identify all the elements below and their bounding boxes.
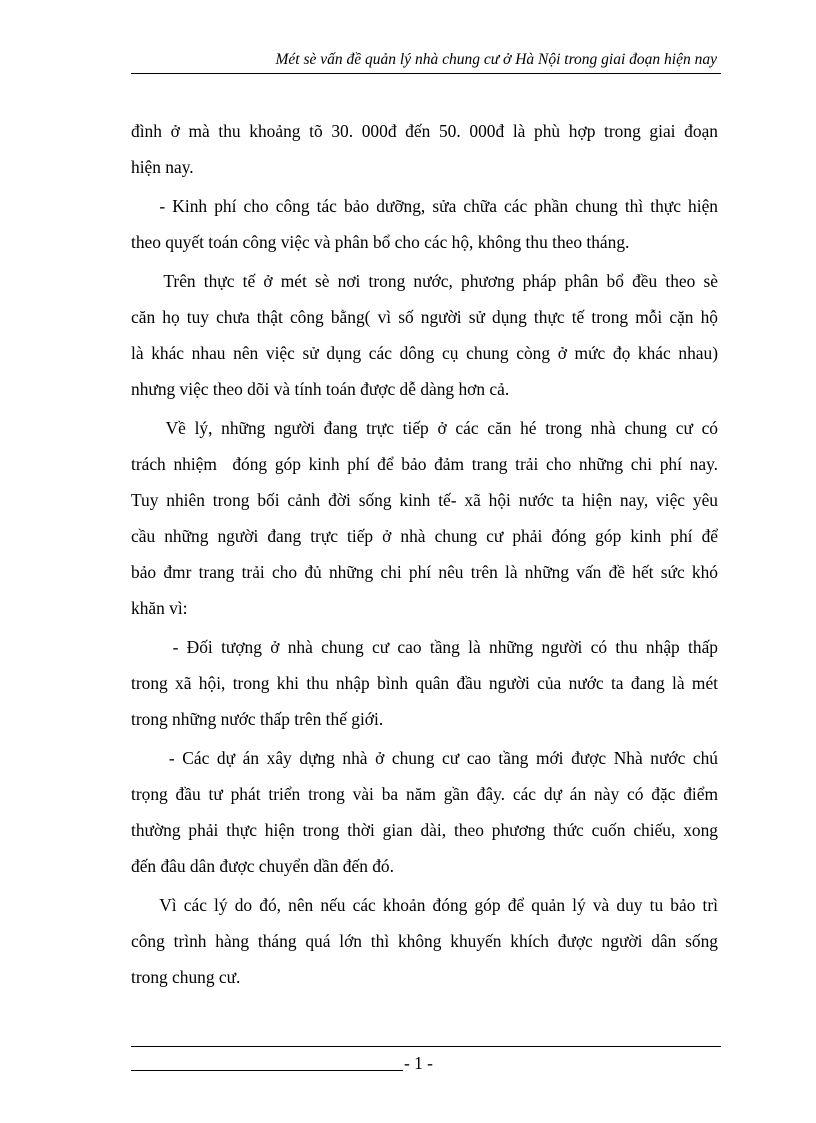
text-line: công trình hàng tháng quá lớn thì không khuyến khích được người dân sống — [131, 931, 718, 951]
text-line: cầu những người đang trực tiếp ở nhà chung cư phải đóng góp kinh phí để — [131, 526, 718, 546]
page-header-title: Mét sè vấn đề quản lý nhà chung cư ở Hà Nội trong giai đoạn hiện nay — [275, 51, 717, 68]
footer-short-line — [131, 1070, 403, 1071]
text-line: trọng đầu tư phát triển trong vài ba năm gần đây. các dự án này có đặc điểm — [131, 784, 718, 804]
text-line: căn họ tuy chưa thật công bằng( vì số người sử dụng thực tế trong mỗi cặn hộ — [131, 307, 718, 327]
text-line: Trên thực tế ở mét sè nơi trong nước, phương pháp phân bổ đều theo sè — [131, 271, 718, 291]
text-line: trong chung cư. — [131, 967, 241, 987]
text-line: theo quyết toán công việc và phân bổ cho các hộ, không thu theo tháng. — [131, 232, 630, 252]
text-line: trong những nước thấp trên thế giới. — [131, 709, 384, 729]
paragraph-1 — [131, 113, 718, 185]
paragraph-3 — [131, 263, 718, 407]
text-line: bảo đmr trang trải cho đủ những chi phí nêu trên là những vấn đề hết sức khó — [131, 562, 718, 582]
text-line: hiện nay. — [131, 157, 194, 177]
header-divider — [131, 73, 721, 74]
text-line: - Các dự án xây dựng nhà ở chung cư cao tầng mới được Nhà nước chú — [131, 748, 718, 768]
text-line: là khác nhau nên việc sử dụng các dông cụ chung còng ở mức đọ khác nhau) — [131, 343, 718, 363]
text-line: - Kinh phí cho công tác bảo dưỡng, sửa chữa các phần chung thì thực hiện — [131, 196, 718, 216]
text-line: trách nhiệm đóng góp kinh phí để bảo đảm trang trải cho những chi phí nay. — [131, 454, 718, 474]
text-line: đến đâu dân được chuyển dần đến đó. — [131, 856, 394, 876]
text-line: thường phải thực hiện trong thời gian dài, theo phương thức cuốn chiếu, xong — [131, 820, 718, 840]
paragraph-5 — [131, 629, 718, 737]
text-line: Vì các lý do đó, nên nếu các khoản đóng góp để quản lý và duy tu bảo trì — [131, 895, 718, 915]
footer-divider — [131, 1046, 721, 1047]
text-line: khăn vì: — [131, 598, 188, 618]
text-line: đình ở mà thu khoảng tõ 30. 000đ đến 50. 000đ là phù hợp trong giai đoạn — [131, 121, 718, 141]
text-line: - Đối tượng ở nhà chung cư cao tầng là những người có thu nhập thấp — [131, 637, 718, 657]
paragraph-7 — [131, 887, 718, 995]
text-line: trong xã hội, trong khi thu nhập bình quân đầu người của nước ta đang là mét — [131, 673, 718, 693]
text-line: nhưng việc theo dõi và tính toán được dễ dàng hơn cả. — [131, 379, 510, 399]
document-body — [131, 113, 718, 998]
page-number: - 1 - — [404, 1053, 433, 1073]
paragraph-6 — [131, 740, 718, 884]
text-line: Về lý, những người đang trực tiếp ở các căn hé trong nhà chung cư có — [131, 418, 718, 438]
paragraph-2 — [131, 188, 718, 260]
paragraph-4 — [131, 410, 718, 626]
text-line: Tuy nhiên trong bối cảnh đời sống kinh tế- xã hội nước ta hiện nay, việc yêu — [131, 490, 718, 510]
